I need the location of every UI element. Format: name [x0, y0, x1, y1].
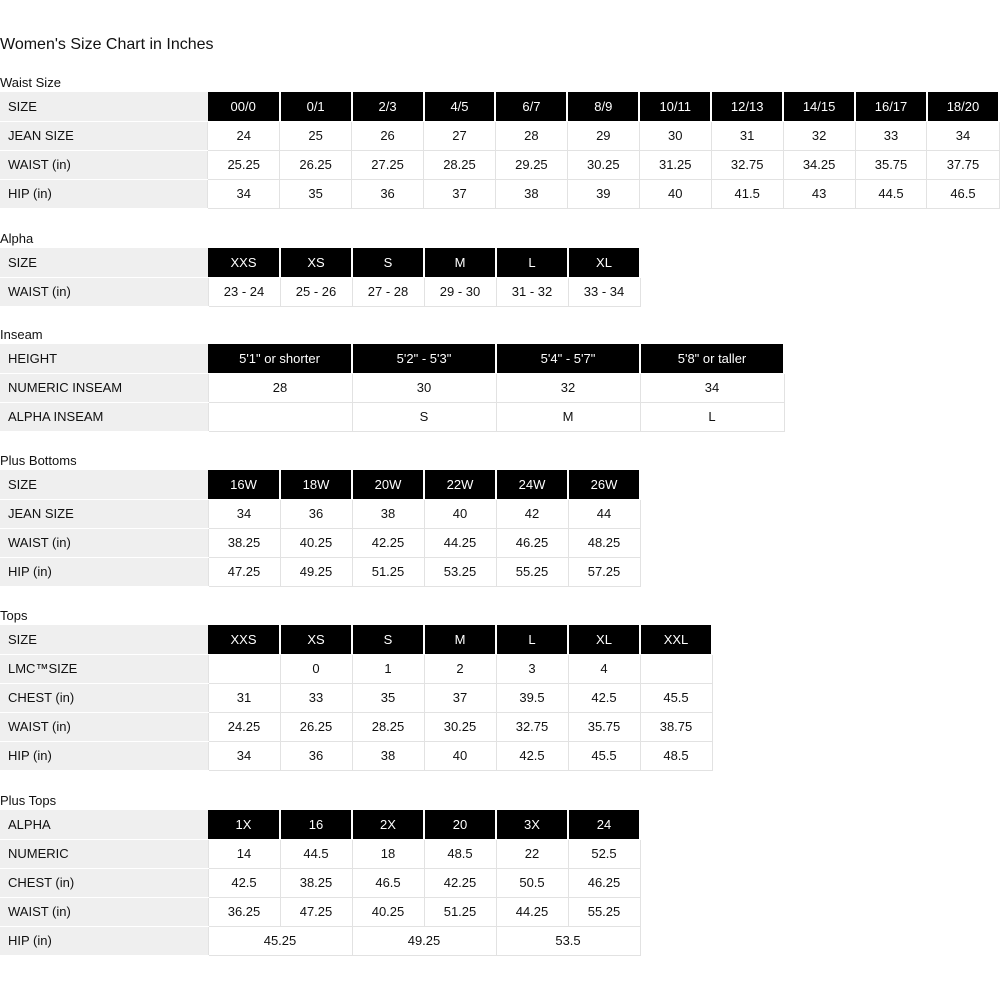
size-table [0, 810, 641, 956]
header-cell: 20 [424, 810, 496, 839]
table-cell: 46.25 [568, 868, 640, 897]
header-row [0, 625, 712, 654]
table-cell: 42 [496, 499, 568, 528]
section-tops [0, 607, 713, 771]
table-cell: 38 [352, 499, 424, 528]
table-cell [208, 402, 352, 431]
table-cell: 36 [280, 499, 352, 528]
table-cell: 24 [208, 121, 280, 150]
table-cell: 35.75 [855, 150, 927, 179]
header-cell: 18W [280, 470, 352, 499]
table-cell: 42.5 [208, 868, 280, 897]
table-cell: 30 [352, 373, 496, 402]
table-cell: 45.5 [640, 683, 712, 712]
header-cell: 5'2" - 5'3" [352, 344, 496, 373]
row-label: WAIST (in) [0, 712, 208, 741]
table-cell: 40.25 [352, 897, 424, 926]
table-cell: 48.25 [568, 528, 640, 557]
table-row [0, 897, 640, 926]
header-cell: S [352, 248, 424, 277]
table-cell: 31 - 32 [496, 277, 568, 306]
table-cell: L [640, 402, 784, 431]
row-label: WAIST (in) [0, 528, 208, 557]
header-cell: 2X [352, 810, 424, 839]
table-cell: 26.25 [280, 712, 352, 741]
table-cell: 2 [424, 654, 496, 683]
table-cell: 42.5 [568, 683, 640, 712]
table-cell: 48.5 [424, 839, 496, 868]
table-cell: 44 [568, 499, 640, 528]
table-cell: 28.25 [352, 712, 424, 741]
table-cell: 38 [495, 179, 567, 208]
header-cell: 00/0 [208, 92, 280, 121]
header-cell: 22W [424, 470, 496, 499]
header-cell: S [352, 625, 424, 654]
table-cell: 40 [424, 741, 496, 770]
table-cell: 48.5 [640, 741, 712, 770]
table-cell: 45.5 [568, 741, 640, 770]
table-cell: 31 [711, 121, 783, 150]
header-cell: M [424, 625, 496, 654]
row-label: JEAN SIZE [0, 121, 208, 150]
row-label: WAIST (in) [0, 150, 208, 179]
row-label: HIP (in) [0, 926, 208, 955]
row-label: HIP (in) [0, 557, 208, 586]
header-row [0, 92, 999, 121]
table-row [0, 528, 640, 557]
row-label: LMC™SIZE [0, 654, 208, 683]
table-row [0, 499, 640, 528]
table-cell: 27 [424, 121, 496, 150]
table-cell: 29 [567, 121, 639, 150]
header-cell: 24 [568, 810, 640, 839]
table-cell: 44.5 [280, 839, 352, 868]
size-table [0, 248, 641, 307]
table-cell: 18 [352, 839, 424, 868]
section-title: Waist Size [0, 75, 61, 90]
table-row [0, 683, 712, 712]
header-row [0, 810, 640, 839]
table-cell: 55.25 [496, 557, 568, 586]
table-cell: 37 [424, 683, 496, 712]
table-cell: 33 [855, 121, 927, 150]
table-cell: 42.25 [352, 528, 424, 557]
row-label: ALPHA INSEAM [0, 402, 208, 431]
header-cell: 26W [568, 470, 640, 499]
table-cell: 29.25 [495, 150, 567, 179]
row-label: ALPHA [0, 810, 208, 839]
table-cell: 25 [280, 121, 352, 150]
header-cell: 16W [208, 470, 280, 499]
table-cell: 51.25 [424, 897, 496, 926]
table-cell: 14 [208, 839, 280, 868]
header-cell: XS [280, 248, 352, 277]
table-cell: 36 [280, 741, 352, 770]
row-label: HIP (in) [0, 741, 208, 770]
table-cell: 25.25 [208, 150, 280, 179]
table-cell: 51.25 [352, 557, 424, 586]
row-label: CHEST (in) [0, 868, 208, 897]
header-cell: M [424, 248, 496, 277]
table-cell: 34 [640, 373, 784, 402]
table-cell: 39 [567, 179, 639, 208]
section-alpha [0, 230, 641, 307]
row-label: SIZE [0, 470, 208, 499]
table-cell: 45.25 [208, 926, 352, 955]
table-cell: 53.25 [424, 557, 496, 586]
header-cell: XXL [640, 625, 712, 654]
row-label: CHEST (in) [0, 683, 208, 712]
row-label: JEAN SIZE [0, 499, 208, 528]
header-cell: 18/20 [927, 92, 999, 121]
table-row [0, 741, 712, 770]
row-label: NUMERIC [0, 839, 208, 868]
header-cell: L [496, 248, 568, 277]
table-cell: 30.25 [567, 150, 639, 179]
header-cell: XXS [208, 625, 280, 654]
table-cell: 34.25 [783, 150, 855, 179]
table-cell: 47.25 [280, 897, 352, 926]
table-cell: 24.25 [208, 712, 280, 741]
table-cell: 52.5 [568, 839, 640, 868]
table-cell: 36.25 [208, 897, 280, 926]
table-cell: 39.5 [496, 683, 568, 712]
header-cell: 2/3 [352, 92, 424, 121]
header-cell: 5'1" or shorter [208, 344, 352, 373]
table-cell: 40.25 [280, 528, 352, 557]
table-row [0, 121, 999, 150]
row-label: NUMERIC INSEAM [0, 373, 208, 402]
table-cell: 34 [208, 741, 280, 770]
table-cell: 46.25 [496, 528, 568, 557]
table-cell: 36 [352, 179, 424, 208]
section-title: Plus Tops [0, 793, 57, 808]
table-cell: 47.25 [208, 557, 280, 586]
header-cell: 20W [352, 470, 424, 499]
table-cell: 31.25 [639, 150, 711, 179]
section-inseam [0, 326, 785, 432]
table-cell: 43 [783, 179, 855, 208]
header-cell: 24W [496, 470, 568, 499]
table-cell: 38 [352, 741, 424, 770]
table-cell: 34 [208, 179, 280, 208]
table-cell: 50.5 [496, 868, 568, 897]
table-cell: 42.25 [424, 868, 496, 897]
size-table [0, 92, 1000, 209]
header-cell: 16 [280, 810, 352, 839]
header-cell: 14/15 [783, 92, 855, 121]
size-table [0, 625, 713, 771]
table-cell: 38.25 [208, 528, 280, 557]
header-cell: L [496, 625, 568, 654]
header-row [0, 470, 640, 499]
table-cell: 27 - 28 [352, 277, 424, 306]
table-cell: 3 [496, 654, 568, 683]
table-cell: 44.25 [496, 897, 568, 926]
size-table [0, 470, 641, 587]
table-cell: S [352, 402, 496, 431]
table-cell: 32 [783, 121, 855, 150]
table-cell: 32.75 [496, 712, 568, 741]
table-cell: 25 - 26 [280, 277, 352, 306]
row-label: WAIST (in) [0, 897, 208, 926]
table-cell [640, 654, 712, 683]
row-label: HEIGHT [0, 344, 208, 373]
section-title: Alpha [0, 231, 34, 246]
table-cell: M [496, 402, 640, 431]
table-cell: 1 [352, 654, 424, 683]
table-row [0, 150, 999, 179]
table-cell: 29 - 30 [424, 277, 496, 306]
size-table [0, 344, 785, 432]
table-cell: 4 [568, 654, 640, 683]
table-row [0, 654, 712, 683]
row-label: WAIST (in) [0, 277, 208, 306]
table-cell: 44.25 [424, 528, 496, 557]
table-row [0, 839, 640, 868]
table-cell: 35 [352, 683, 424, 712]
table-row [0, 402, 784, 431]
table-row [0, 712, 712, 741]
page-title: Women's Size Chart in Inches [0, 36, 214, 53]
row-label: SIZE [0, 248, 208, 277]
table-cell: 23 - 24 [208, 277, 280, 306]
table-cell: 35 [280, 179, 352, 208]
table-row [0, 926, 640, 955]
table-cell: 31 [208, 683, 280, 712]
table-cell: 41.5 [711, 179, 783, 208]
table-cell: 46.5 [927, 179, 999, 208]
header-cell: 10/11 [639, 92, 711, 121]
section-plus-bottoms [0, 452, 641, 587]
table-cell: 38.75 [640, 712, 712, 741]
header-row [0, 344, 784, 373]
header-cell: 5'4" - 5'7" [496, 344, 640, 373]
section-title: Tops [0, 608, 28, 623]
header-cell: 16/17 [855, 92, 927, 121]
table-cell: 37 [424, 179, 496, 208]
table-cell: 35.75 [568, 712, 640, 741]
table-cell: 34 [927, 121, 999, 150]
row-label: HIP (in) [0, 179, 208, 208]
table-cell: 37.75 [927, 150, 999, 179]
table-row [0, 868, 640, 897]
header-cell: 5'8" or taller [640, 344, 784, 373]
section-plus-tops [0, 792, 641, 956]
table-cell: 22 [496, 839, 568, 868]
section-waist-size [0, 74, 1000, 209]
header-cell: XL [568, 625, 640, 654]
table-cell: 30 [639, 121, 711, 150]
header-cell: 3X [496, 810, 568, 839]
table-cell: 40 [424, 499, 496, 528]
header-cell: 1X [208, 810, 280, 839]
header-cell: 8/9 [567, 92, 639, 121]
table-cell: 32.75 [711, 150, 783, 179]
header-row [0, 248, 640, 277]
row-label: SIZE [0, 92, 208, 121]
table-cell: 34 [208, 499, 280, 528]
table-cell: 33 [280, 683, 352, 712]
table-row [0, 557, 640, 586]
section-title: Inseam [0, 327, 43, 342]
table-cell: 0 [280, 654, 352, 683]
table-cell: 44.5 [855, 179, 927, 208]
header-cell: XL [568, 248, 640, 277]
header-cell: XXS [208, 248, 280, 277]
table-cell: 40 [639, 179, 711, 208]
table-cell: 49.25 [352, 926, 496, 955]
row-label: SIZE [0, 625, 208, 654]
table-cell: 49.25 [280, 557, 352, 586]
header-cell: XS [280, 625, 352, 654]
section-title: Plus Bottoms [0, 453, 77, 468]
table-cell: 55.25 [568, 897, 640, 926]
table-cell: 26.25 [280, 150, 352, 179]
header-cell: 4/5 [424, 92, 496, 121]
table-cell [208, 654, 280, 683]
table-row [0, 179, 999, 208]
table-row [0, 277, 640, 306]
table-cell: 57.25 [568, 557, 640, 586]
table-cell: 42.5 [496, 741, 568, 770]
table-cell: 28 [495, 121, 567, 150]
table-cell: 46.5 [352, 868, 424, 897]
header-cell: 6/7 [495, 92, 567, 121]
table-cell: 38.25 [280, 868, 352, 897]
table-row [0, 373, 784, 402]
table-cell: 26 [352, 121, 424, 150]
table-cell: 27.25 [352, 150, 424, 179]
header-cell: 12/13 [711, 92, 783, 121]
table-cell: 30.25 [424, 712, 496, 741]
header-cell: 0/1 [280, 92, 352, 121]
table-cell: 32 [496, 373, 640, 402]
table-cell: 28.25 [424, 150, 496, 179]
table-cell: 33 - 34 [568, 277, 640, 306]
table-cell: 28 [208, 373, 352, 402]
table-cell: 53.5 [496, 926, 640, 955]
